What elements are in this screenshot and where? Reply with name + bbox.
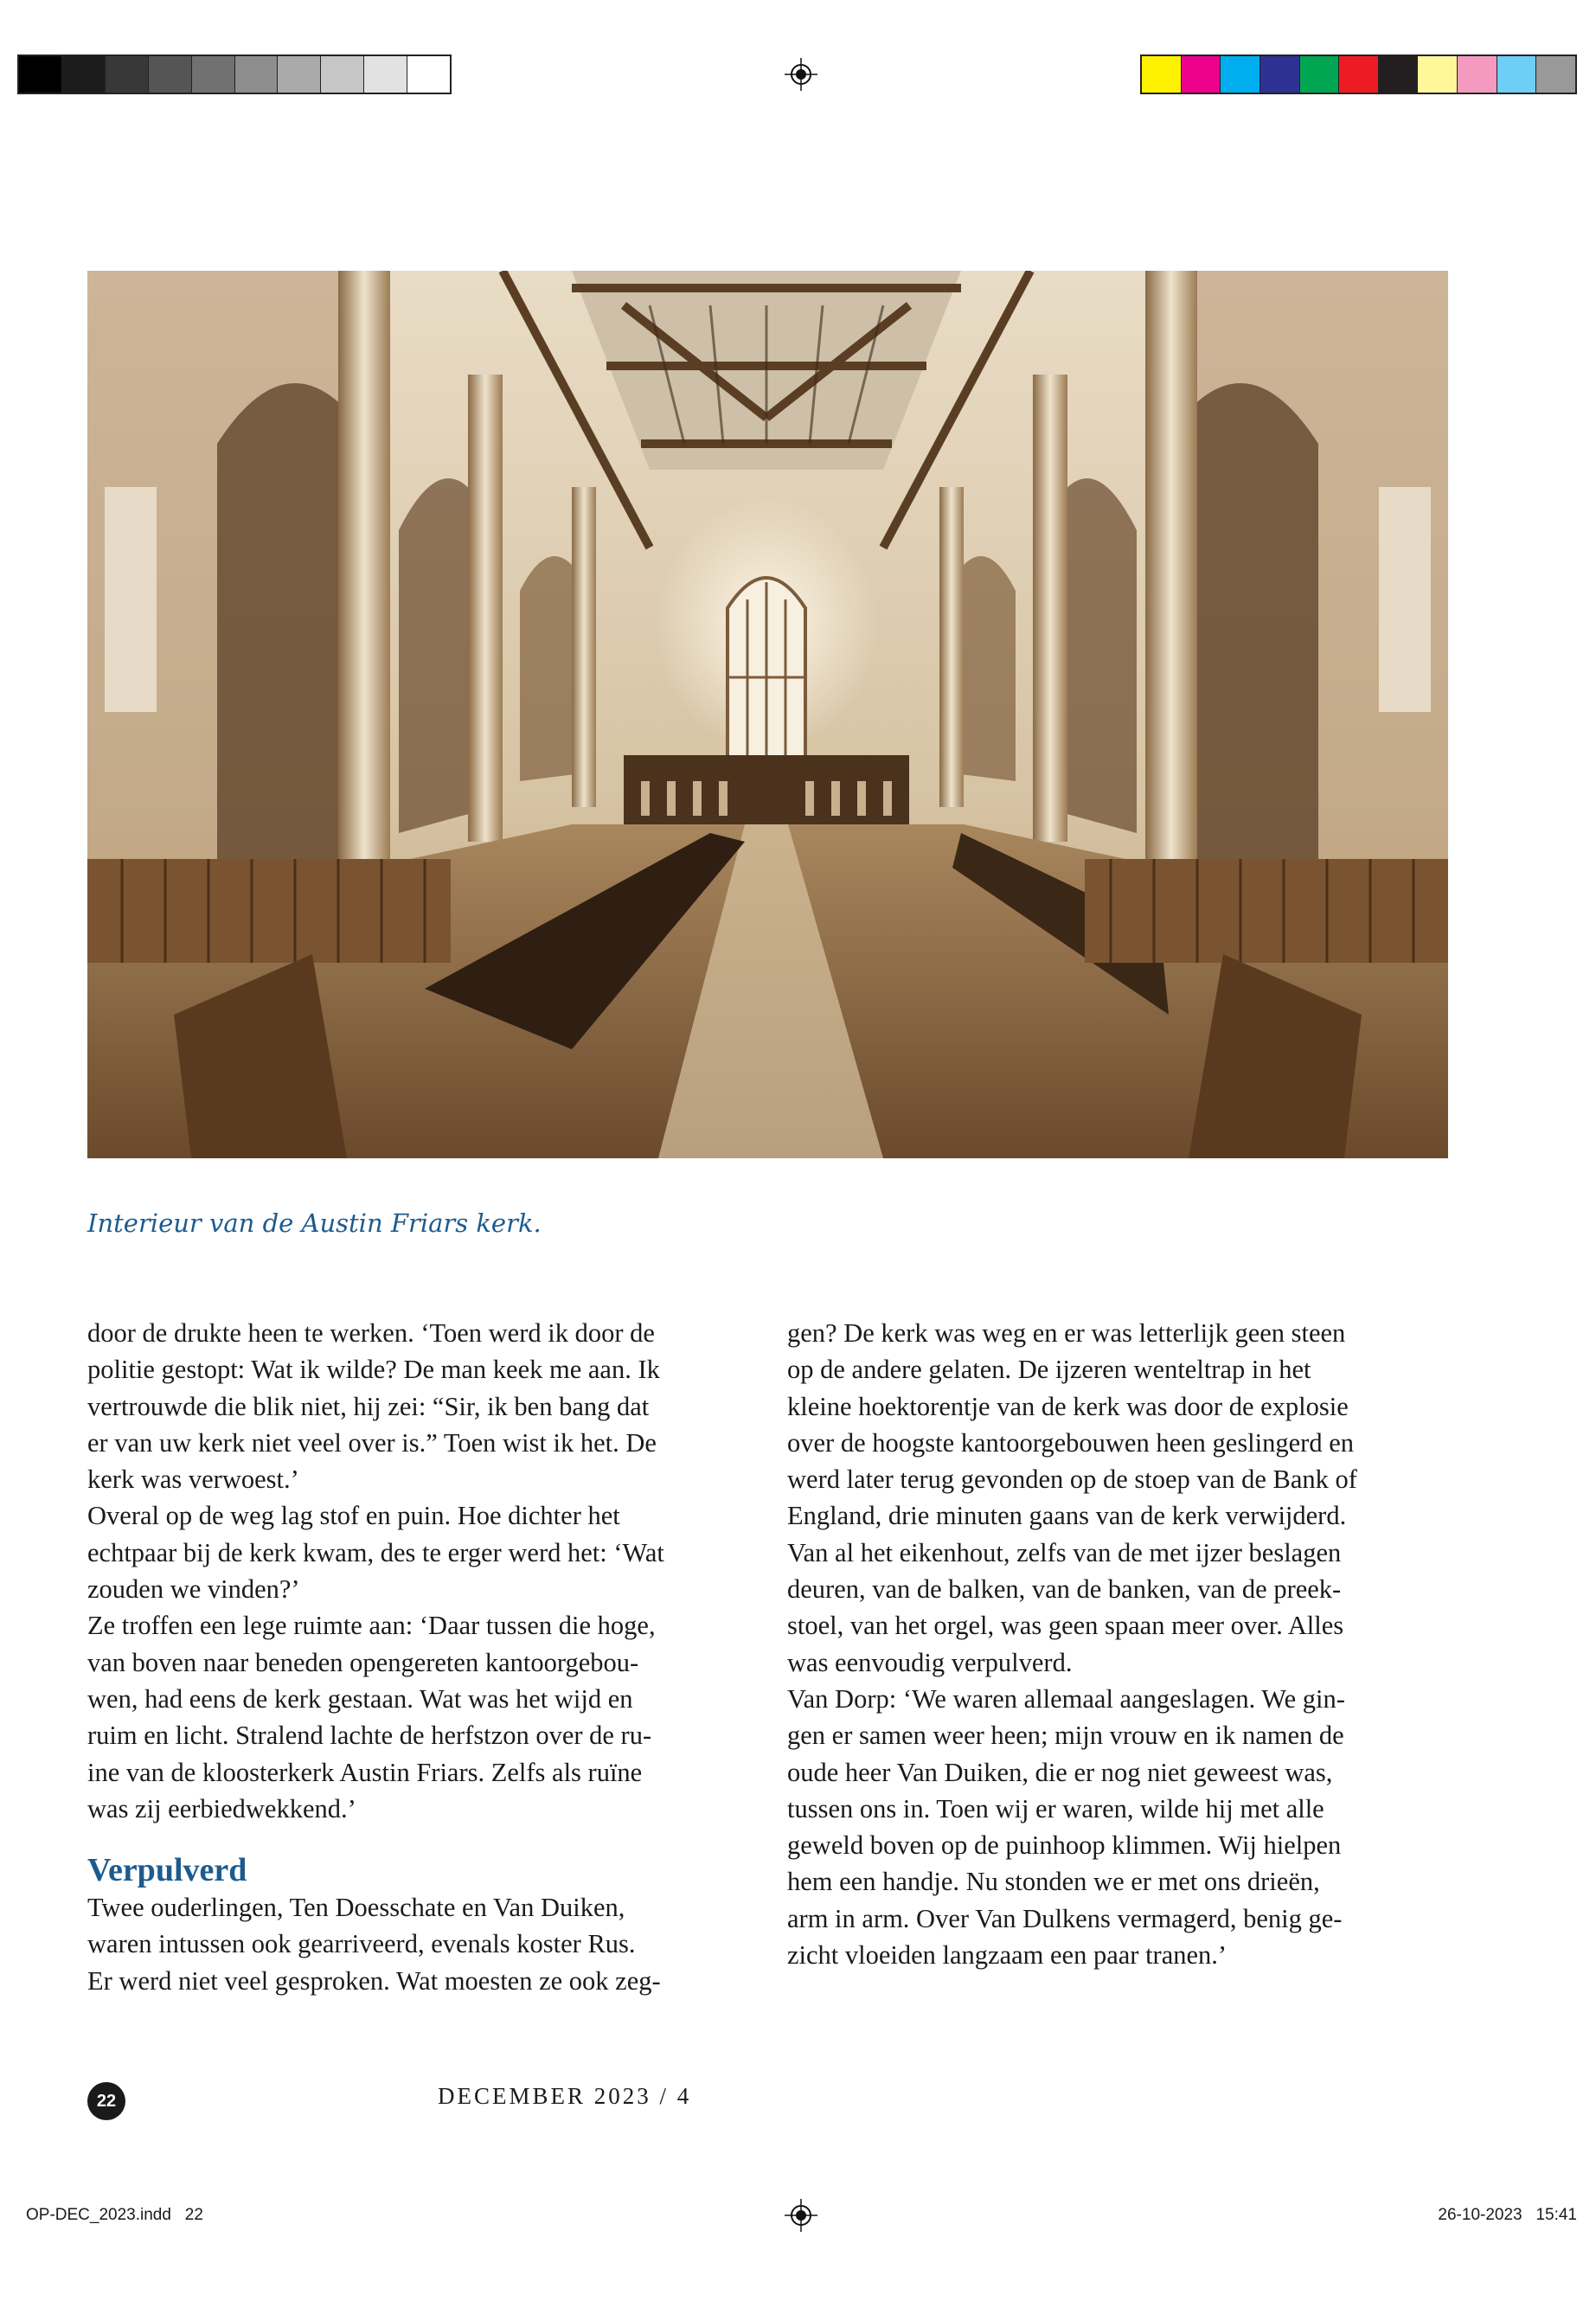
- text-line: vertrouwde die blik niet, hij zei: “Sir, ik ben bang dat: [87, 1391, 650, 1421]
- text-line: er van uw kerk niet veel over is.” Toen wist ik het. De: [87, 1427, 657, 1458]
- text-line: gen? De kerk was weg en er was letterlijk geen steen: [787, 1318, 1346, 1348]
- gray-swatch: [192, 56, 235, 93]
- text-line: van boven naar beneden opengereten kantoorgebou-: [87, 1647, 639, 1677]
- text-line: geweld boven op de puinhoop klimmen. Wij hielpen: [787, 1830, 1342, 1861]
- text-line: ine van de kloosterkerk Austin Friars. Zelfs als ruïne: [87, 1757, 643, 1787]
- gray-swatch: [407, 56, 450, 93]
- text-line: oude heer Van Duiken, die er nog niet geweest was,: [787, 1757, 1333, 1787]
- page-number-badge: 22: [87, 2082, 125, 2120]
- color-swatch: [1182, 56, 1221, 93]
- color-calibration-bar: [1140, 54, 1577, 94]
- photo-caption: Interieur van de Austin Friars kerk.: [87, 1208, 542, 1238]
- text-line: Twee ouderlingen, Ten Doesschate en Van Duiken,: [87, 1893, 625, 1923]
- text-line: op de andere gelaten. De ijzeren wenteltrap in het: [787, 1355, 1311, 1385]
- text-line: kleine hoektorentje van de kerk was door de explosie: [787, 1391, 1349, 1421]
- text-line: was zij eerbiedwekkend.’: [87, 1793, 356, 1823]
- gray-swatch: [321, 56, 364, 93]
- text-line: Er werd niet veel gesproken. Wat moesten ze ook zeg-: [87, 1965, 661, 1996]
- color-swatch: [1536, 56, 1575, 93]
- registration-mark-bottom: [785, 2199, 817, 2232]
- gray-swatch: [149, 56, 192, 93]
- color-swatch: [1221, 56, 1260, 93]
- gray-swatch: [235, 56, 279, 93]
- slug-filename: OP-DEC_2023.indd 22: [26, 2206, 203, 2224]
- text-line: ruim en licht. Stralend lachte de herfstzon over de ru-: [87, 1721, 652, 1751]
- text-line: was eenvoudig verpulverd.: [787, 1647, 1073, 1677]
- article-column-right: [787, 1315, 1458, 1973]
- color-swatch: [1418, 56, 1458, 93]
- color-swatch: [1458, 56, 1497, 93]
- text-line: deuren, van de balken, van de banken, van de preek-: [787, 1574, 1342, 1605]
- text-line: werd later terug gevonden op de stoep van de Bank of: [787, 1465, 1357, 1495]
- article-column-left: [87, 1315, 758, 1999]
- text-line: England, drie minuten gaans van de kerk verwijderd.: [787, 1501, 1347, 1531]
- text-line: zicht vloeiden langzaam een paar tranen.’: [787, 1940, 1227, 1971]
- text-line: Van Dorp: ‘We waren allemaal aangeslagen. We gin-: [787, 1683, 1345, 1714]
- gray-swatch: [19, 56, 62, 93]
- color-swatch: [1339, 56, 1379, 93]
- gray-swatch: [364, 56, 407, 93]
- gray-swatch: [106, 56, 149, 93]
- text-line: politie gestopt: Wat ik wilde? De man keek me aan. Ik: [87, 1355, 660, 1385]
- text-line: echtpaar bij de kerk kwam, des te erger werd het: ‘Wat: [87, 1537, 664, 1567]
- color-swatch: [1260, 56, 1300, 93]
- text-line: gen er samen weer heen; mijn vrouw en ik namen de: [787, 1721, 1344, 1751]
- text-line: arm in arm. Over Van Dulkens vermagerd, benig ge-: [787, 1903, 1343, 1933]
- color-swatch: [1142, 56, 1182, 93]
- text-line: hem een handje. Nu stonden we er met ons drieën,: [787, 1867, 1320, 1897]
- text-line: tussen ons in. Toen wij er waren, wilde hij met alle: [787, 1793, 1324, 1823]
- issue-label: DECEMBER 2023 / 4: [438, 2083, 692, 2109]
- text-line: door de drukte heen te werken. ‘Toen werd ik door de: [87, 1318, 655, 1348]
- color-swatch: [1300, 56, 1340, 93]
- color-swatch: [1497, 56, 1537, 93]
- text-line: stoel, van het orgel, was geen spaan meer over. Alles: [787, 1611, 1344, 1641]
- text-line: Overal op de weg lag stof en puin. Hoe dichter het: [87, 1501, 620, 1531]
- text-line: kerk was verwoest.’: [87, 1465, 299, 1495]
- gray-swatch: [62, 56, 106, 93]
- slug-date: 26-10-2023 15:41: [1438, 2206, 1577, 2224]
- section-heading: Verpulverd: [87, 1852, 247, 1889]
- text-line: waren intussen ook gearriveerd, evenals koster Rus.: [87, 1929, 636, 1959]
- church-interior-photo: [87, 271, 1448, 1158]
- text-line: Van al het eikenhout, zelfs van de met ijzer beslagen: [787, 1537, 1342, 1567]
- text-line: Ze troffen een lege ruimte aan: ‘Daar tussen die hoge,: [87, 1611, 656, 1641]
- color-swatch: [1379, 56, 1419, 93]
- gray-swatch: [278, 56, 321, 93]
- text-line: wen, had eens de kerk gestaan. Wat was het wijd en: [87, 1683, 633, 1714]
- text-line: over de hoogste kantoorgebouwen heen geslingerd en: [787, 1427, 1354, 1458]
- grayscale-calibration-bar: [17, 54, 452, 94]
- text-line: zouden we vinden?’: [87, 1574, 300, 1605]
- registration-mark-top: [785, 58, 817, 91]
